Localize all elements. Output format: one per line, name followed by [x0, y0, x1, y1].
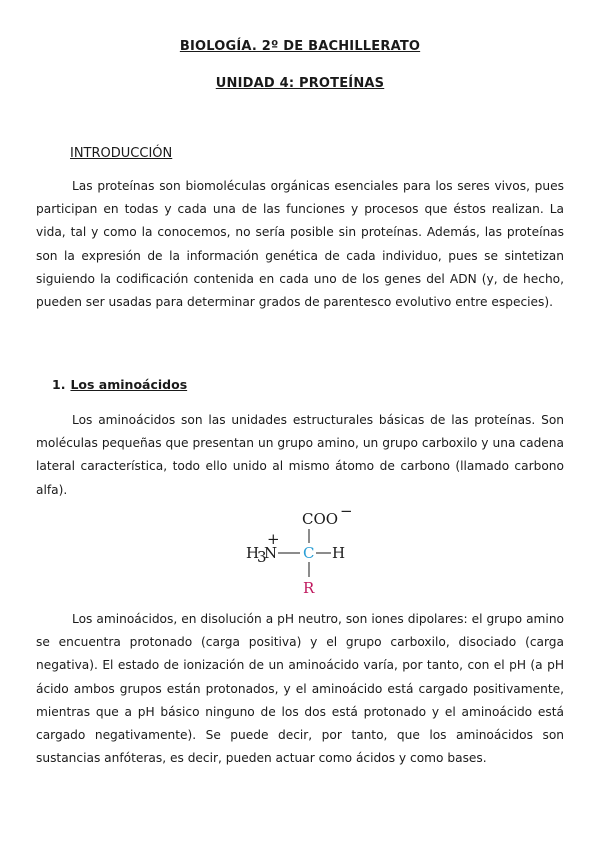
aminoacids-paragraph-1: Los aminoácidos son las unidades estructurales básicas de las proteínas. Son moléculas pequeñas que presentan un grupo amino, un grupo carboxilo y una cadena lateral característica, todo ello unido al mismo átomo de carbono (llamado carbono alfa). — [36, 413, 564, 497]
formula-amino-H: H — [246, 544, 260, 562]
intro-paragraph: Las proteínas son biomoléculas orgánicas esenciales para los seres vivos, pues participan en todas y cada una de las funciones y procesos que éstos realizan. La vida, tal y como la conocemos, no sería posible sin proteínas. Además, las proteínas son la expresión de la información genética de cada individuo, pues se sintetizan siguiendo la codificación contenida en cada uno de los genes del ADN (y, de hecho, pueden ser usadas para determinar grados de parentesco evolutivo entre especies). — [36, 179, 564, 310]
aminoacids-paragraph-2: Los aminoácidos, en disolución a pH neutro, son iones dipolares: el grupo amino se encuentra protonado (carga positiva) y el grupo carboxilo, disociado (carga negativa). El estado de ionización de un aminoácido varía, por tanto, con el pH (a pH ácido ambos grupos están protonados, y el aminoácido está cargado positivamente, mientras que a pH básico ninguno de los dos está protonado y el aminoácido está cargado negativamente). Se puede decir, por tanto, que los aminoácidos son sustancias anfóteras, es decir, pueden actuar como ácidos y como bases. — [36, 612, 564, 766]
course-title: BIOLOGÍA. 2º DE BACHILLERATO — [179, 39, 421, 54]
formula-amino-charge: + — [267, 530, 280, 548]
section-number: 1. — [52, 377, 66, 392]
amino-acid-structure-formula — [240, 505, 360, 600]
formula-carboxylate-charge: − — [340, 505, 353, 520]
formula-alpha-carbon: C — [303, 544, 315, 562]
section-title: Los aminoácidos — [70, 377, 188, 392]
formula-amino-N: N — [264, 544, 278, 562]
unit-title: UNIDAD 4: PROTEÍNAS — [215, 76, 385, 91]
section-1-heading — [52, 377, 187, 392]
formula-carboxylate: COO — [302, 510, 339, 528]
formula-hydrogen: H — [332, 544, 346, 562]
intro-heading: INTRODUCCIÓN — [70, 146, 173, 161]
formula-amino-subscript: 3 — [257, 548, 267, 566]
formula-side-chain: R — [303, 579, 315, 597]
